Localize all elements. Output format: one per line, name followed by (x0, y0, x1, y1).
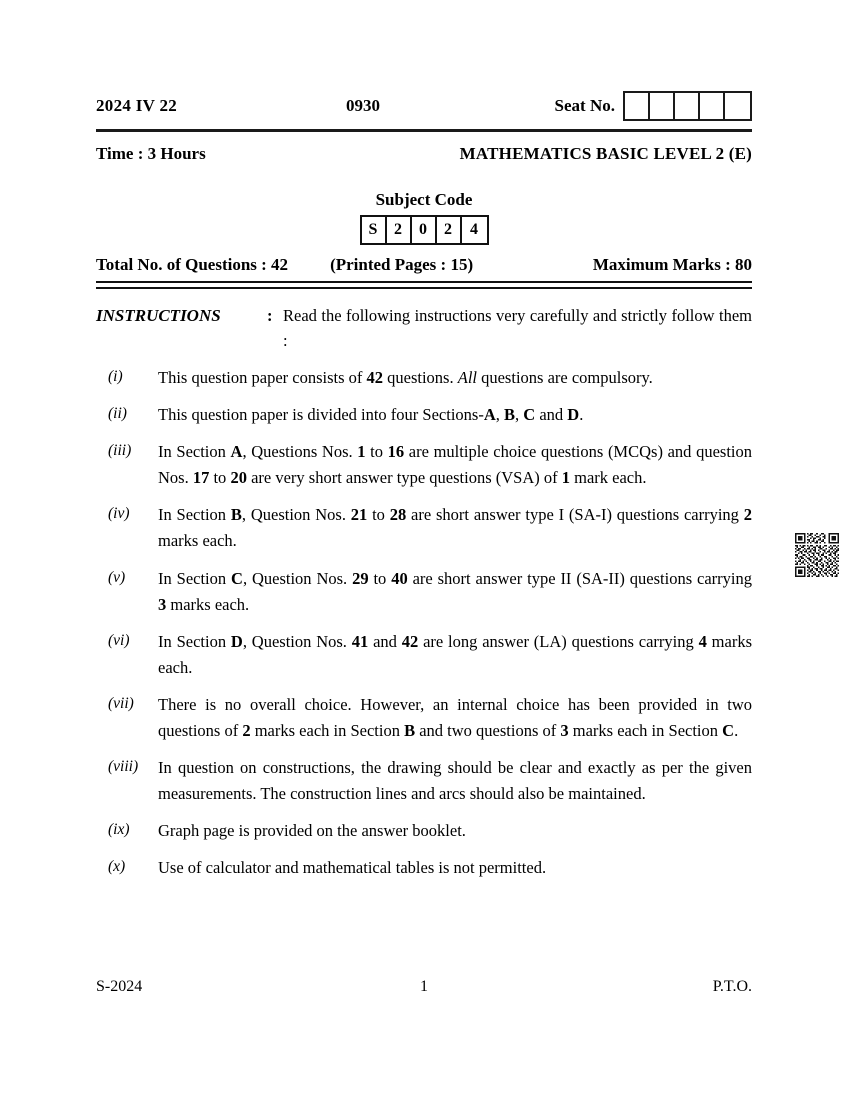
list-item (96, 855, 752, 881)
list-item-text (158, 365, 752, 391)
list-item-text (158, 629, 752, 681)
seat-no-cell[interactable] (675, 93, 700, 119)
footer-paper-code: S-2024 (96, 978, 143, 995)
list-item-text-span: This question paper consists of 42 questions. All questions are compulsory. (158, 368, 653, 388)
subject-code-label: Subject Code (375, 190, 473, 209)
subject-code-block (96, 190, 752, 245)
footer-pto: P.T.O. (712, 978, 752, 995)
list-item-number: (viii) (108, 757, 139, 775)
seat-no-cell[interactable] (650, 93, 675, 119)
list-item-text (158, 502, 752, 554)
list-item-number: (vi) (108, 631, 130, 649)
list-item-text: Graph page is provided on the answer booklet. (158, 821, 466, 841)
list-item-text (158, 402, 752, 428)
page-footer (96, 978, 752, 996)
list-item-number: (ix) (108, 821, 130, 839)
seat-no-cell[interactable] (725, 93, 750, 119)
list-item-text: Use of calculator and mathematical tables is not permitted. (158, 858, 547, 878)
total-questions: Total No. of Questions : 42 (96, 255, 289, 274)
subject-code-cell: S (362, 217, 387, 243)
paper-code: 2024 IV 22 (96, 96, 178, 115)
instructions-label: INSTRUCTIONS (96, 306, 221, 325)
maximum-marks: Maximum Marks : 80 (592, 255, 752, 274)
list-item-number: (ii) (108, 405, 127, 423)
list-item-text-span: In Section D, Question Nos. 41 and 42 are long answer (LA) questions carrying 4 marks each. (158, 631, 752, 677)
subject-code-boxes (360, 215, 489, 245)
qr-code (795, 533, 839, 577)
list-item-text-span: There is no overall choice. However, an internal choice has been provided in two questions of 2 marks each in Section B and two questions of 3 marks each in Section C. (158, 694, 752, 740)
list-item-number: (iv) (108, 505, 130, 523)
list-item-number: (vii) (108, 694, 134, 712)
subject-code-cell: 0 (412, 217, 437, 243)
paper-time-number: 0930 (346, 96, 380, 115)
page-number: 1 (420, 978, 428, 995)
instructions-divider (96, 281, 752, 289)
page-title: MATHEMATICS BASIC LEVEL 2 (E) (459, 144, 752, 163)
instructions-intro: Read the following instructions very carefully and strictly follow them : (283, 306, 752, 351)
list-item-text (158, 755, 752, 807)
subject-code-cell: 2 (387, 217, 412, 243)
instructions-colon: : (267, 306, 273, 325)
paper-body (96, 88, 752, 892)
list-item-text-span: In question on constructions, the drawing should be clear and exactly as per the given measurements. The construction lines and arcs should also be maintained. (158, 757, 752, 803)
subject-code-cell: 2 (437, 217, 462, 243)
list-item-text-span: This question paper is divided into four Sections-A, B, C and D. (158, 405, 584, 425)
printed-pages: (Printed Pages : 15) (330, 255, 474, 274)
list-item (96, 402, 752, 428)
list-item (96, 566, 752, 618)
seat-no-cell[interactable] (700, 93, 725, 119)
list-item-text-span: In Section C, Question Nos. 29 to 40 are short answer type II (SA-II) questions carrying 3 marks each. (158, 568, 752, 614)
header-row (96, 88, 752, 124)
seat-no-label: Seat No. (554, 96, 615, 115)
list-item (96, 818, 752, 844)
list-item-text-span: In Section B, Question Nos. 21 to 28 are short answer type I (SA-I) questions carrying 2 marks each. (158, 505, 752, 551)
list-item (96, 365, 752, 391)
list-item (96, 439, 752, 491)
subject-code-cell: 4 (470, 221, 478, 238)
seat-no-cell[interactable] (625, 93, 650, 119)
exam-duration: Time : 3 Hours (96, 144, 206, 163)
list-item-number: (iii) (108, 442, 132, 460)
list-item-number: (x) (108, 858, 126, 876)
totals-row (96, 255, 752, 275)
list-item (96, 755, 752, 807)
time-title-row (96, 144, 752, 164)
header-divider (96, 129, 752, 132)
list-item-number: (v) (108, 568, 126, 586)
list-item-text-span: In Section A, Questions Nos. 1 to 16 are multiple choice questions (MCQs) and question Nos. 17 to 20 are very short answer type questions (VSA) of 1 mark each. (158, 442, 752, 488)
list-item-number: (i) (108, 368, 123, 386)
instructions-header (96, 303, 752, 353)
seat-no-boxes[interactable] (623, 91, 752, 121)
list-item-text (158, 566, 752, 618)
instructions-list (96, 365, 752, 881)
list-item (96, 502, 752, 554)
list-item (96, 692, 752, 744)
list-item-text (158, 692, 752, 744)
list-item-text (158, 439, 752, 491)
list-item (96, 629, 752, 681)
